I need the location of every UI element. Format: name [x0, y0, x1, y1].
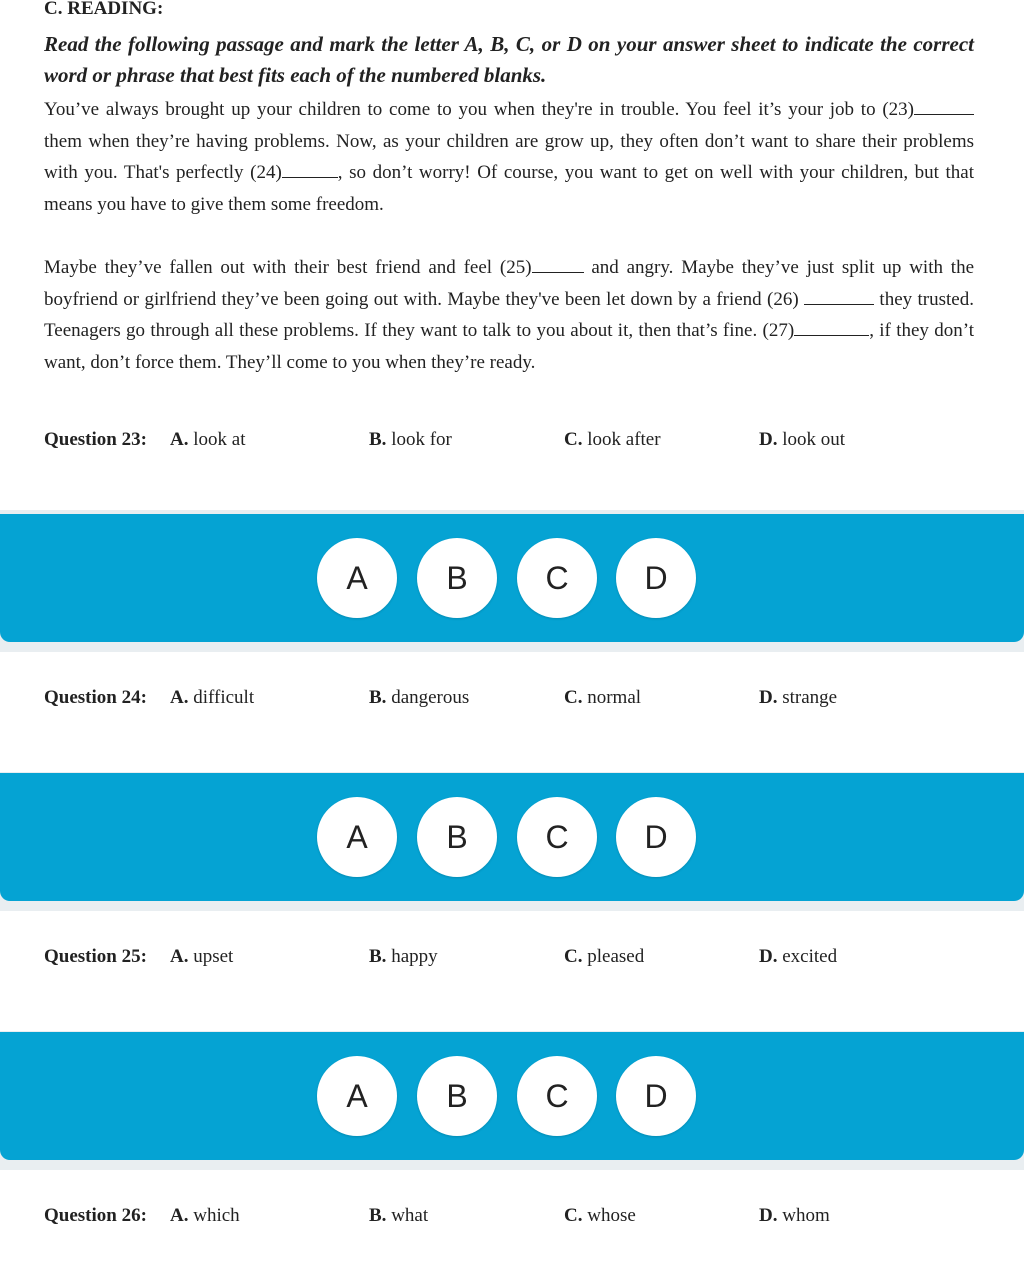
question-26-row — [0, 1196, 1024, 1236]
question-24-card — [0, 652, 1024, 772]
option-a: A. upset — [170, 946, 234, 967]
question-25-row — [0, 937, 1024, 977]
answer-d-button[interactable]: D — [616, 797, 696, 877]
blank-27 — [794, 319, 869, 336]
passage-text: , so don’t worry! Of course, you want to get on well with your children, but that means you have to give them some freedom. — [44, 162, 974, 215]
option-b: B. look for — [369, 429, 452, 450]
blank-23 — [914, 98, 974, 115]
option-c: C. pleased — [564, 946, 645, 967]
option-b: B. happy — [369, 946, 438, 967]
option-c: C. normal — [564, 687, 642, 708]
option-a: A. look at — [170, 429, 246, 450]
reading-passage-card — [0, 0, 1024, 510]
option-c: C. look after — [564, 429, 661, 450]
passage-text: , if they don’t want, don’t force them. They’ll come to you when they’re ready. — [44, 320, 974, 373]
option-d: D. excited — [759, 946, 838, 967]
answer-c-button[interactable]: C — [517, 538, 597, 618]
blank-25 — [532, 256, 584, 273]
question-label: Question 25: — [44, 946, 147, 967]
passage-text: You’ve always brought up your children to come to you when they're in trouble. You feel it’s your job to (23) — [44, 99, 914, 120]
option-d: D. look out — [759, 429, 846, 450]
blank-26 — [804, 288, 874, 305]
section-title: C. READING: — [44, 0, 164, 19]
question-24-row — [0, 678, 1024, 718]
option-c: C. whose — [564, 1205, 636, 1226]
option-d: D. strange — [759, 687, 838, 708]
option-b: B. dangerous — [369, 687, 470, 708]
question-25-card — [0, 911, 1024, 1031]
answer-b-button[interactable]: B — [417, 538, 497, 618]
answer-b-button[interactable]: B — [417, 1056, 497, 1136]
passage-text: Maybe they’ve fallen out with their best friend and feel (25) — [44, 257, 532, 278]
passage-paragraph-1 — [44, 94, 974, 220]
answer-d-button[interactable]: D — [616, 538, 696, 618]
option-d: D. whom — [759, 1205, 830, 1226]
option-a: A. difficult — [170, 687, 255, 708]
passage-text: them when they’re having problems. Now, as your children are grow up, they often don’t want to share their problems with you. That's perfectly (24) — [44, 130, 974, 183]
question-26-card — [0, 1170, 1024, 1280]
answer-c-button[interactable]: C — [517, 1056, 597, 1136]
answer-d-button[interactable]: D — [616, 1056, 696, 1136]
instruction-text: Read the following passage and mark the letter A, B, C, or D on your answer sheet to indicate the correct word or phrase that best fits each of the numbered blanks. — [44, 32, 974, 87]
answer-b-button[interactable]: B — [417, 797, 497, 877]
question-label: Question 24: — [44, 687, 147, 708]
answer-bar-25 — [0, 1032, 1024, 1160]
answer-a-button[interactable]: A — [317, 538, 397, 618]
option-a: A. which — [170, 1205, 240, 1226]
question-23-row — [0, 420, 1024, 460]
question-label: Question 26: — [44, 1205, 147, 1226]
passage-paragraph-2 — [44, 252, 974, 378]
answer-a-button[interactable]: A — [317, 1056, 397, 1136]
blank-24 — [282, 161, 338, 178]
passage-text: and angry. Maybe they’ve just split up with the boyfriend or girlfriend they’ve been going out with. Maybe they've been let down by a friend (26) — [44, 257, 974, 310]
question-label: Question 23: — [44, 429, 147, 450]
passage-text: they trusted. Teenagers go through all these problems. If they want to talk to you about it, then that’s fine. (27) — [44, 288, 974, 341]
answer-a-button[interactable]: A — [317, 797, 397, 877]
option-b: B. what — [369, 1205, 429, 1226]
answer-c-button[interactable]: C — [517, 797, 597, 877]
answer-bar-24 — [0, 773, 1024, 901]
answer-bar-23 — [0, 514, 1024, 642]
